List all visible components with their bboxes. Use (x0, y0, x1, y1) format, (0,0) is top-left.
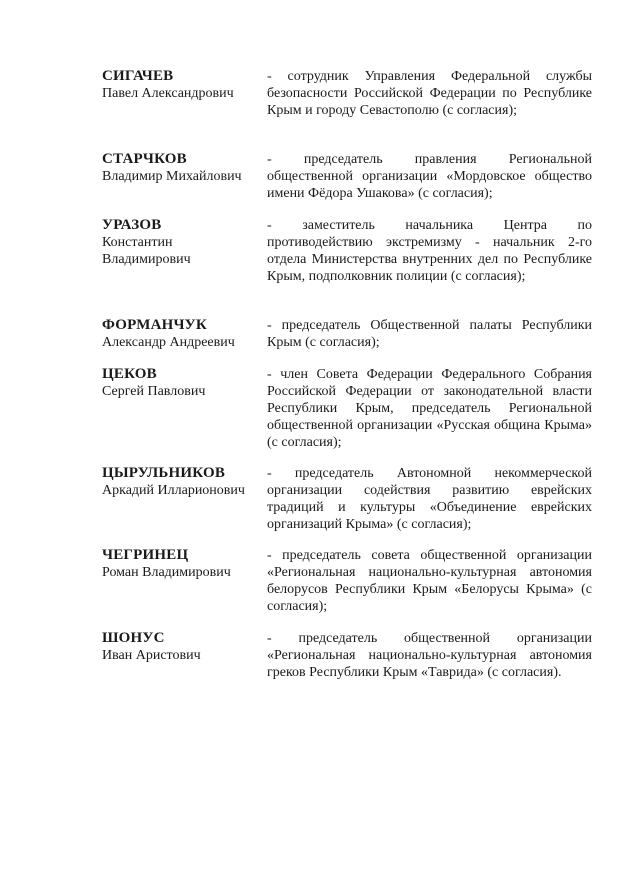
member-name (102, 366, 262, 451)
member-given-name: Иван Аристович (102, 648, 201, 663)
member-entry (102, 317, 592, 351)
member-surname: ЧЕГРИНЕЦ (102, 547, 189, 563)
member-entry (102, 68, 592, 119)
member-entry (102, 366, 592, 451)
member-description: - председатель совета общественной организации «Региональная национально-культурная автономия белорусов Республики Крым «Белорусы Крыма» (с согласия); (267, 548, 592, 614)
member-name (102, 151, 262, 202)
member-description: - председатель Общественной палаты Республики Крым (с согласия); (267, 318, 592, 350)
member-entry (102, 217, 592, 285)
member-description: - сотрудник Управления Федеральной службы безопасности Российской Федерации по Республике Крым и городу Севастополю (с согласия); (267, 69, 592, 118)
member-name (102, 68, 262, 119)
member-entry (102, 465, 592, 533)
member-name (102, 630, 262, 681)
member-given-name: Сергей Павлович (102, 384, 206, 399)
member-name (102, 217, 262, 285)
member-surname: СИГАЧЕВ (102, 68, 174, 84)
member-surname: ЦЫРУЛЬНИКОВ (102, 465, 226, 481)
member-entry (102, 630, 592, 681)
member-description: - председатель общественной организации «Региональная национально-культурная автономия греков Республики Крым «Таврида» (с согласия). (267, 631, 592, 680)
member-given-name: Аркадий Илларионович (102, 483, 245, 498)
member-name (102, 317, 262, 351)
member-given-name: Роман Владимирович (102, 565, 231, 580)
member-description: - член Совета Федерации Федерального Собрания Российской Федерации от законодательной власти Республики Крым, председатель Региональной общественной организации «Русская община Крыма» (с согласия); (267, 367, 592, 450)
member-given-name: Павел Александрович (102, 86, 234, 101)
member-given-name: Константин Владимирович (102, 235, 191, 267)
member-surname: ЦЕКОВ (102, 366, 157, 382)
member-entry (102, 547, 592, 615)
member-description: - председатель правления Региональной общественной организации «Мордовское общество имени Фёдора Ушакова» (с согласия); (267, 152, 592, 201)
member-given-name: Владимир Михайлович (102, 169, 242, 184)
member-description: - председатель Автономной некоммерческой организации содействия развитию еврейских традиций и культуры «Объединение еврейских организаций Крыма» (с согласия); (267, 466, 592, 532)
member-entry (102, 151, 592, 202)
member-surname: УРАЗОВ (102, 217, 162, 233)
member-surname: ШОНУС (102, 630, 165, 646)
member-name (102, 465, 262, 533)
member-given-name: Александр Андреевич (102, 335, 235, 350)
member-name (102, 547, 262, 615)
member-surname: СТАРЧКОВ (102, 151, 187, 167)
member-surname: ФОРМАНЧУК (102, 317, 207, 333)
member-description: - заместитель начальника Центра по противодействию экстремизму - начальник 2-го отдела Министерства внутренних дел по Республике Крым, подполковник полиции (с согласия); (267, 218, 592, 284)
